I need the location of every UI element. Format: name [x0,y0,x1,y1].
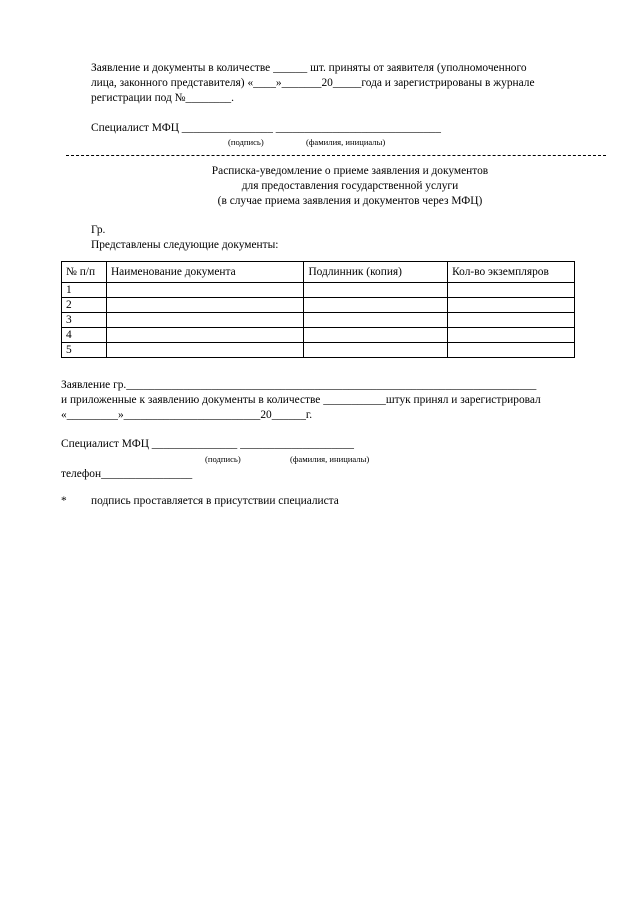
row-number: 5 [62,343,107,358]
row-original-copy [304,313,448,328]
bottom-signature-label: (подпись) [205,454,241,464]
row-document-name [106,328,304,343]
receipt-title-3: (в случае приема заявления и документов через МФЦ) [217,195,483,207]
intake-line-2: лица, законного представителя) «____»_______20_____года и зарегистрированы в журнале [91,77,535,89]
registration-line-1: Заявление гр.________________________________________________________________________ [61,379,537,391]
row-number: 1 [62,283,107,298]
cut-line [66,155,606,156]
footnote-mark: * [61,495,67,507]
bottom-specialist-line: Специалист МФЦ _______________ ____________________ [61,438,354,450]
header-copies-count: Кол-во экземпляров [448,262,575,283]
row-number: 3 [62,313,107,328]
table-row [62,283,575,298]
row-document-name [106,313,304,328]
table-row [62,313,575,328]
bottom-name-label: (фамилия, инициалы) [290,454,370,464]
row-copies-count [448,343,575,358]
row-original-copy [304,343,448,358]
row-document-name [106,283,304,298]
receipt-title-1: Расписка-уведомление о приеме заявления и документов [211,165,489,177]
row-number: 2 [62,298,107,313]
row-original-copy [304,283,448,298]
table-row [62,343,575,358]
header-number: № п/п [62,262,107,283]
table-row [62,328,575,343]
intake-line-1: Заявление и документы в количестве ______ шт. приняты от заявителя (уполномоченного [91,62,527,74]
citizen-label: Гр. [91,224,106,236]
documents-table [61,261,575,358]
row-original-copy [304,298,448,313]
registration-line-3: «_________»________________________20______г. [61,409,313,421]
row-number: 4 [62,328,107,343]
row-copies-count [448,313,575,328]
receipt-title-2: для предоставления государственной услуги [241,180,459,192]
header-document-name: Наименование документа [106,262,304,283]
intake-line-3: регистрации под №________. [91,92,234,104]
row-original-copy [304,328,448,343]
presented-label: Представлены следующие документы: [91,239,279,251]
top-name-label: (фамилия, инициалы) [306,137,386,147]
table-header-row [62,262,575,283]
footnote-text: подпись проставляется в присутствии специалиста [91,495,339,507]
row-document-name [106,343,304,358]
row-document-name [106,298,304,313]
header-original-copy: Подлинник (копия) [304,262,448,283]
row-copies-count [448,328,575,343]
top-signature-label: (подпись) [228,137,264,147]
phone-line: телефон________________ [61,468,193,480]
top-specialist-line: Специалист МФЦ ________________ _____________________________ [91,122,441,134]
registration-line-2: и приложенные к заявлению документы в количестве ___________штук принял и зарегистрировал [61,394,541,406]
table-row [62,298,575,313]
row-copies-count [448,298,575,313]
row-copies-count [448,283,575,298]
